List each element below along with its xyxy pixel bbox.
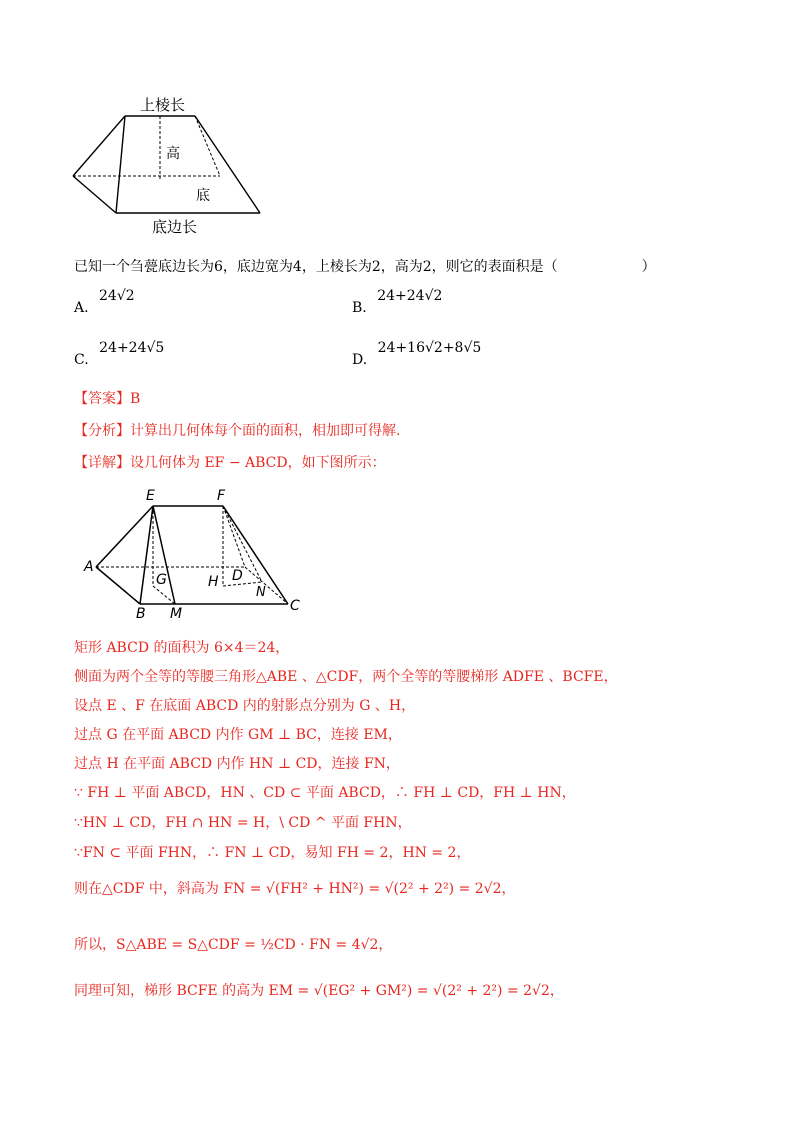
- answer-tag: 【答案】: [74, 391, 130, 407]
- label-base-length: 底边长: [152, 218, 198, 236]
- option-a-letter: A.: [74, 300, 89, 316]
- step-4: 过点 G 在平面 ABCD 内作 GM ⊥ BC，连接 EM，: [74, 727, 402, 743]
- figure-chumeng-diagram: [60, 88, 280, 238]
- point-b-label: B: [136, 606, 146, 622]
- step-6: ∵ FH ⊥ 平面 ABCD，HN 、CD ⊂ 平面 ABCD，∴ FH ⊥ CD，FH ⊥ HN，: [74, 785, 576, 801]
- step-9: 则在△CDF 中，斜高为 FN = √(FH² + HN²) = √(2² + 2²) = 2√2，: [74, 881, 516, 897]
- step-10: 所以，S△ABE = S△CDF = ½CD · FN = 4√2，: [74, 937, 393, 953]
- point-f-label: F: [217, 488, 226, 504]
- analysis-text: 计算出几何体每个面的面积，相加即可得解.: [130, 423, 401, 439]
- point-h-label: H: [208, 574, 219, 590]
- point-c-label: C: [290, 598, 300, 614]
- step-5: 过点 H 在平面 ABCD 内作 HN ⊥ CD，连接 FN，: [74, 756, 400, 772]
- point-g-label: G: [156, 572, 167, 588]
- figure-ef-abcd-diagram: [80, 482, 320, 622]
- step-11: 同理可知，梯形 BCFE 的高为 EM = √(EG² + GM²) = √(2² + 2²) = 2√2，: [74, 983, 564, 999]
- point-e-label: E: [146, 488, 155, 504]
- label-height: 高: [166, 146, 180, 162]
- step-8: ∵FN ⊂ 平面 FHN，∴ FN ⊥ CD，易知 FH = 2，HN = 2，: [74, 845, 471, 861]
- detail-line: [74, 452, 386, 472]
- detail-tag: 【详解】: [74, 455, 130, 471]
- analysis-tag: 【分析】: [74, 423, 130, 439]
- option-b-value: 24+24√2: [377, 288, 443, 304]
- answer-value: B: [130, 391, 141, 407]
- question-text: 已知一个刍甍底边长为6，底边宽为4，上棱长为2，高为2，则它的表面积是（ ）: [74, 259, 656, 275]
- option-d-value: 24+16√2+8√5: [377, 340, 482, 356]
- option-b[interactable]: [352, 288, 443, 316]
- answer-line: [74, 388, 140, 408]
- option-d[interactable]: [352, 340, 482, 368]
- option-a[interactable]: [74, 288, 135, 316]
- analysis-line: [74, 420, 400, 440]
- point-n-label: N: [256, 585, 266, 600]
- option-d-letter: D.: [352, 352, 368, 368]
- point-d-label: D: [232, 568, 243, 584]
- point-m-label: M: [170, 606, 183, 622]
- option-b-letter: B.: [352, 300, 367, 316]
- step-3: 设点 E 、F 在底面 ABCD 内的射影点分别为 G 、H，: [74, 698, 416, 714]
- step-2: 侧面为两个全等的等腰三角形△ABE 、△CDF，两个全等的等腰梯形 ADFE 、BCFE，: [74, 669, 618, 685]
- option-c[interactable]: [74, 340, 165, 368]
- detail-intro: 设几何体为 EF − ABCD，如下图所示：: [130, 455, 386, 471]
- step-7: ∵HN ⊥ CD，FH ∩ HN = H，\ CD ^ 平面 FHN，: [74, 815, 412, 831]
- label-base-inner: 底: [196, 188, 210, 204]
- option-c-letter: C.: [74, 352, 89, 368]
- option-a-value: 24√2: [99, 288, 135, 304]
- label-top-edge: 上棱长: [140, 96, 186, 114]
- option-c-value: 24+24√5: [99, 340, 165, 356]
- step-1: 矩形 ABCD 的面积为 6×4＝24，: [74, 640, 290, 656]
- point-a-label: A: [84, 559, 94, 575]
